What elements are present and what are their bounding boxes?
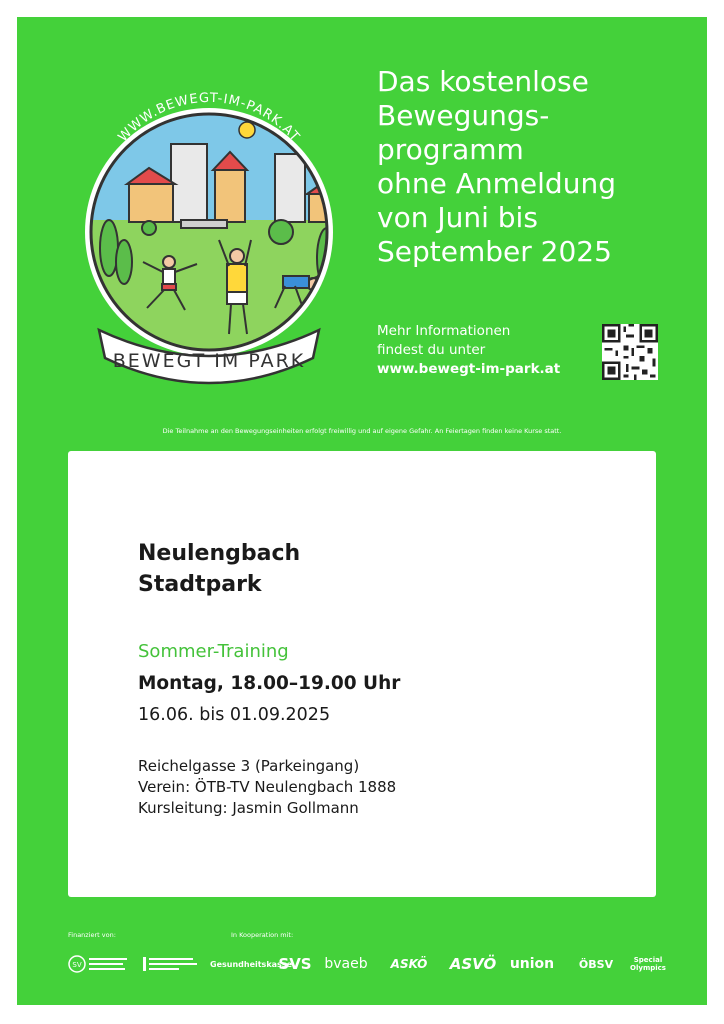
headline-line: von Juni bis: [377, 201, 538, 234]
headline-line: ohne Anmeldung: [377, 167, 616, 200]
partner-logo-asvoe: ASVÖ: [449, 955, 497, 973]
svg-text:SV: SV: [72, 961, 82, 969]
right-building: [275, 154, 305, 222]
partner-logo-special-olympics: Special Olympics: [630, 956, 666, 972]
sun: [239, 122, 255, 138]
event-card: [68, 451, 656, 897]
headline: [377, 65, 707, 269]
sv-logo-icon: [68, 946, 138, 982]
partner-logo-oebsv: ÖBSV: [578, 957, 614, 971]
schedule: Montag, 18.00–19.00 Uhr: [138, 673, 401, 694]
partner-logo-union: union: [509, 956, 555, 972]
headline-line: September 2025: [377, 235, 612, 268]
bush: [142, 221, 156, 235]
logo-banner-text: BEWEGT IM PARK: [112, 350, 306, 372]
qr-code[interactable]: [602, 324, 658, 380]
partner-logo-askoe: ASKÖ: [390, 957, 428, 971]
event-details: [138, 756, 396, 819]
info-text: [377, 322, 560, 379]
program-name: Sommer-Training: [138, 641, 289, 662]
tree-left-2: [116, 240, 132, 284]
poster: [17, 17, 707, 1005]
tall-building: [171, 144, 207, 222]
info-line-1: Mehr Informationen: [377, 323, 511, 339]
location-line-1: Neulengbach: [138, 541, 301, 566]
club: Verein: ÖTB-TV Neulengbach 1888: [138, 778, 397, 796]
location-line-2: Stadtpark: [138, 572, 262, 597]
ministry-logo-icon: [143, 946, 213, 982]
info-line-2: findest du unter: [377, 342, 486, 358]
partner-logo-gesundheitskasse: Gesundheitskasse: [210, 959, 292, 969]
headline-line: Das kostenlose: [377, 65, 589, 98]
headline-line: programm: [377, 133, 524, 166]
disclaimer: Die Teilnahme an den Bewegungseinheiten erfolgt freiwillig und auf eigene Gefahr. An Feiertagen finden keine Kurse statt.: [162, 427, 562, 435]
bewegt-im-park-logo: [69, 72, 349, 402]
partner-logo-bvaeb: bvaeb: [324, 956, 368, 972]
logo-arc-url: WWW.BEWEGT-IM-PARK.AT: [115, 90, 303, 146]
headline-line: Bewegungs-: [377, 99, 550, 132]
date-range: 16.06. bis 01.09.2025: [138, 705, 331, 725]
funded-by-label: Finanziert von:: [68, 931, 116, 939]
course-leader: Kursleitung: Jasmin Gollmann: [138, 799, 359, 817]
website-link[interactable]: www.bewegt-im-park.at: [377, 361, 561, 377]
address: Reichelgasse 3 (Parkeingang): [138, 757, 360, 775]
partner-logo-svs: SVS: [278, 955, 312, 973]
cooperation-label: In Kooperation mit:: [231, 931, 294, 939]
left-house: [129, 184, 173, 222]
orange-house: [215, 170, 245, 222]
tree-round: [269, 220, 293, 244]
location-title: [138, 538, 300, 600]
park-bench: [181, 220, 227, 228]
